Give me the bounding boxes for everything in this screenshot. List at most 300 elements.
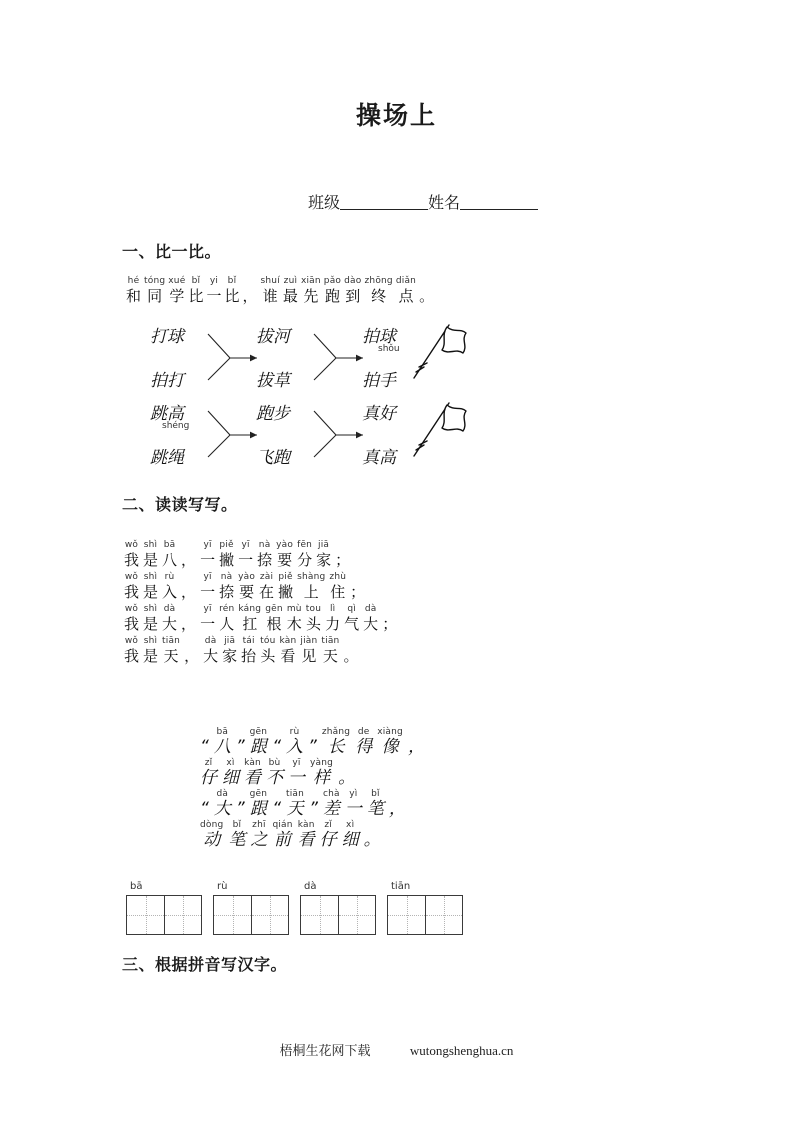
reading-line-1-char [143,540,158,570]
exercise1-prompt-hanzi: 比 [188,287,204,305]
verse-line-3-char [286,789,304,819]
reading-line-1-char [200,540,215,570]
writing-grid-4[interactable] [387,880,463,935]
exercise2-writing-grids[interactable] [126,880,546,935]
reading-line-3-hanzi: 扛 [242,615,258,633]
verse-line-3-char [236,789,245,819]
verse-line-4-hanzi: 之 [250,830,268,850]
verse-line-3-char [200,789,209,819]
verse-line-3-pinyin: bǐ [371,789,380,799]
name-blank[interactable] [460,194,538,210]
exercise1-prompt-pinyin: bǐ [227,276,237,286]
writing-grid-cell[interactable] [251,896,288,934]
exercise1-prompt-pinyin: xué [168,276,186,286]
reading-line-2-hanzi: 上 [303,583,319,601]
reading-line-4-hanzi: 天 [163,647,179,665]
exercise1-prompt-pinyin: zhōng [364,276,393,286]
reading-line-3-pinyin [388,604,391,615]
verse-line-3-hanzi: ， [388,799,406,819]
verse-line-3 [200,789,430,819]
match-word-5-top[interactable]: 跑步 [256,404,290,424]
reading-line-2-pinyin: nà [220,572,233,582]
verse-line-1-hanzi: 长 [327,737,345,757]
reading-line-4-hanzi: 天 [322,647,338,665]
match-pinyin-4: shéng [162,421,190,431]
verse-line-3-hanzi: 一 [344,799,362,819]
exercise1-prompt-char [243,276,258,306]
reading-line-4-pinyin: tóu [260,636,276,646]
verse-line-4-pinyin: zǐ [324,820,332,830]
verse-line-1-char [272,727,281,757]
reading-line-4-pinyin: shì [143,636,158,646]
verse-line-2-pinyin: bù [268,758,281,768]
reading-line-2-hanzi: ， [181,583,197,601]
verse-line-4-char [364,820,381,850]
exercise1-prompt-char [301,276,321,306]
verse-line-3-char [272,789,281,819]
verse-line-4-char [250,820,267,850]
reading-line-2-pinyin: zhù [329,572,347,582]
reading-line-3-char [382,604,397,634]
reading-line-2-hanzi: 是 [143,583,159,601]
reading-line-2-pinyin: shàng [297,572,326,582]
reading-line-4-hanzi: 家 [222,647,238,665]
reading-line-4-pinyin: kàn [279,636,297,646]
verse-line-4-hanzi: 仔 [319,830,337,850]
verse-line-3-hanzi: 天 [286,799,304,819]
page-title: 操场上 [355,101,437,130]
verse-line-1-char [214,727,231,757]
verse-line-2-char [310,758,333,788]
exercise1-prompt-pinyin: zuì [283,276,298,286]
reading-line-3-char [181,604,196,634]
exercise1-prompt-hanzi: 。 [419,287,435,305]
exercise1-matching-diagram[interactable] [150,318,490,468]
writing-grid-cell[interactable] [388,896,425,934]
exercise1-prompt-hanzi: 点 [398,287,414,305]
class-label: 班级 [308,193,341,212]
reading-line-1-char [257,540,272,570]
writing-grid-pinyin-1: bā [130,881,143,892]
reading-line-1-pinyin: yī [241,540,250,550]
reading-line-3-hanzi: 一 [200,615,216,633]
verse-line-2-char [288,758,305,788]
verse-line-1-pinyin: bā [216,727,229,737]
verse-line-1-hanzi: ， [407,737,425,757]
reading-line-3-char [219,604,234,634]
verse-line-3-hanzi: 笔 [366,799,384,819]
reading-line-1-hanzi: 是 [143,551,159,569]
verse-line-1-char [408,727,425,757]
exercise1-prompt-pinyin [248,276,251,287]
verse-line-2-hanzi: 一 [288,768,305,788]
verse-line-2-pinyin: zǐ [204,758,213,768]
verse-line-4-pinyin: qián [272,820,293,830]
verse-line-4-char [320,820,337,850]
writing-grid-1[interactable] [126,880,202,935]
reading-line-2-char [297,572,325,602]
reading-line-1-hanzi: 一 [238,551,254,569]
reading-line-3-hanzi: 力 [325,615,341,633]
reading-line-4-hanzi: 大 [203,647,219,665]
verse-line-4-pinyin: zhī [252,820,266,830]
reading-line-4-pinyin: dà [204,636,217,646]
verse-line-4 [200,820,430,850]
reading-line-3-pinyin: wǒ [124,604,139,614]
verse-line-1-char [377,727,403,757]
reading-line-3-char [265,604,283,634]
exercise1-prompt-hanzi: 先 [303,287,319,305]
writing-grid-boxes-3[interactable] [300,895,376,935]
reading-line-3-pinyin [187,604,190,615]
reading-line-3-char [162,604,177,634]
exercise1-prompt-pinyin: shuí [260,276,280,286]
verse-line-1-char [355,727,372,757]
reading-line-2 [124,572,401,602]
exercise1-prompt-pinyin: pǎo [323,276,342,286]
verse-line-4-hanzi: 细 [341,830,359,850]
exercise1-prompt [126,276,437,306]
verse-line-1-pinyin: rù [289,727,300,737]
reading-line-1-char [316,540,331,570]
reading-line-2-pinyin [187,572,190,583]
reading-line-3-pinyin: tou [305,604,322,614]
writing-grid-boxes-2[interactable] [213,895,289,935]
verse-line-3-char [250,789,268,819]
reading-line-4-char [280,636,297,666]
reading-line-1-hanzi: 一 [200,551,216,569]
verse-line-1-hanzi: 得 [355,737,373,757]
reading-line-2-char [200,572,215,602]
reading-line-2-pinyin: wǒ [124,572,139,582]
reading-line-4-char [184,636,199,666]
class-blank[interactable] [340,194,428,210]
reading-line-2-hanzi: ； [350,583,366,601]
verse-line-2-pinyin: yī [292,758,301,768]
verse-line-4-hanzi: 前 [274,830,292,850]
verse-line-3-hanzi: 差 [322,799,340,819]
exercise1-prompt-char [144,276,165,306]
exercise1-prompt-hanzi: 比 [224,287,240,305]
verse-line-3-pinyin: yì [349,789,358,799]
reading-line-4-char [203,636,218,666]
reading-line-3-pinyin: káng [238,604,262,614]
verse-line-2-char [266,758,283,788]
reading-line-4-char [343,636,358,666]
exercise1-prompt-pinyin: dào [344,276,362,286]
reading-line-4-pinyin: tái [242,636,255,646]
verse-line-1-hanzi: 入 [286,737,303,757]
reading-line-4-char [124,636,139,666]
verse-line-2-hanzi: 细 [222,768,239,788]
match-word-6-bottom[interactable]: 真高 [362,448,396,468]
reading-line-3-hanzi: 我 [124,615,140,633]
reading-line-3-char [306,604,321,634]
verse-line-3-char [345,789,362,819]
writing-grid-cell[interactable] [164,896,201,934]
match-pinyin-3: shǒu [378,344,400,354]
reading-line-3-hanzi: 头 [305,615,321,633]
exercise1-prompt-char [224,276,239,306]
reading-line-3-char [200,604,215,634]
exercise1-prompt-hanzi: 同 [147,287,163,305]
exercise1-prompt-pinyin: hé [127,276,140,286]
reading-line-3-hanzi: 大 [363,615,379,633]
verse-line-4-pinyin: kàn [297,820,315,830]
reading-line-2-hanzi: 我 [124,583,140,601]
reading-line-3 [124,604,401,634]
exercise1-prompt-char [261,276,280,306]
match-word-5-bottom[interactable]: 飞跑 [256,448,290,468]
verse-line-3-hanzi: “ [200,799,209,819]
reading-line-4-pinyin: tiān [321,636,340,646]
verse-line-2-pinyin: yàng [310,758,334,768]
reading-line-1-char [162,540,177,570]
reading-line-1-hanzi: 八 [162,551,178,569]
section-heading-3: 三、根据拼音写汉字。 [122,955,288,974]
verse-line-2 [200,758,430,788]
reading-line-3-hanzi: 根 [266,615,282,633]
reading-line-2-char [350,572,365,602]
verse-line-4-char [228,820,245,850]
verse-line-3-char [323,789,340,819]
reading-line-2-char [219,572,234,602]
verse-line-2-char [222,758,239,788]
exercise1-prompt-pinyin: xiān [300,276,321,286]
reading-line-1-pinyin [341,540,344,551]
verse-line-3-char [389,789,406,819]
exercise1-prompt-hanzi: ， [242,287,258,305]
reading-line-1-char [219,540,234,570]
verse-line-4-pinyin: bǐ [232,820,242,830]
name-label: 姓名 [428,193,461,212]
exercise1-prompt-pinyin: yi [209,276,219,286]
reading-line-2-hanzi: 一 [200,583,216,601]
reading-line-2-pinyin: yī [203,572,212,582]
verse-line-3-hanzi: 大 [213,799,231,819]
writing-grid-cell[interactable] [338,896,375,934]
verse-line-1-hanzi: “ [200,737,209,757]
reading-line-1-hanzi: 撇 [219,551,235,569]
reading-line-2-char [259,572,274,602]
verse-line-3-pinyin: gēn [249,789,268,799]
reading-line-3-hanzi: 是 [143,615,159,633]
verse-line-1-pinyin: de [357,727,370,737]
footer-site-name: 梧桐生花网下载 [279,1044,371,1059]
writing-grid-cell[interactable] [214,896,251,934]
verse-line-1-hanzi: ” [308,737,317,757]
reading-line-1-char [276,540,293,570]
verse-line-1-pinyin: gēn [249,727,268,737]
reading-line-3-pinyin: rén [219,604,235,614]
reading-line-4-hanzi: 头 [260,647,276,665]
reading-line-4-char [260,636,275,666]
reading-line-4-char [222,636,237,666]
verse-line-1-hanzi: 跟 [249,737,267,757]
exercise1-prompt-char [188,276,203,306]
reading-line-3-char [124,604,139,634]
exercise1-prompt-char [396,276,416,306]
reading-line-1-pinyin: fēn [297,540,313,550]
exercise1-prompt-hanzi: 终 [371,287,387,305]
verse-line-4-char [200,820,223,850]
reading-line-2-pinyin: shì [143,572,158,582]
exercise1-prompt-char [344,276,361,306]
reading-line-1-char [181,540,196,570]
reading-line-1-char [124,540,139,570]
section-heading-1: 一、比一比。 [122,242,222,261]
verse-line-2-hanzi: 样 [313,768,331,788]
reading-line-4-pinyin: tiān [162,636,181,646]
reading-line-2-hanzi: 在 [259,583,275,601]
exercise1-prompt-char [126,276,141,306]
reading-line-2-pinyin: piě [278,572,293,582]
verse-line-4-hanzi: 笔 [228,830,246,850]
writing-grid-cell[interactable] [425,896,462,934]
reading-line-4-hanzi: 我 [124,647,140,665]
reading-line-3-hanzi: 大 [162,615,178,633]
reading-line-3-char [325,604,340,634]
exercise1-prompt-hanzi: 最 [282,287,298,305]
exercise1-prompt-hanzi: 跑 [324,287,340,305]
verse-line-1-hanzi: “ [272,737,281,757]
reading-line-4-char [162,636,180,666]
reading-line-1-pinyin: shì [143,540,158,550]
reading-line-2-hanzi: 要 [239,583,255,601]
exercise1-prompt-hanzi: 到 [345,287,361,305]
reading-line-2-pinyin: yào [238,572,256,582]
footer-url: wutongshenghua.cn [409,1043,514,1058]
verse-line-1-char [200,727,209,757]
writing-grid-cell[interactable] [301,896,338,934]
reading-line-1-char [238,540,253,570]
reading-line-3-hanzi: 气 [344,615,360,633]
match-word-3-bottom[interactable]: 拍手 [362,371,396,391]
reading-line-1-pinyin: yào [276,540,294,550]
reading-line-1-char [297,540,312,570]
verse-line-2-char [338,758,355,788]
verse-line-4-pinyin: dòng [200,820,224,830]
reading-line-1-pinyin: wǒ [124,540,139,550]
reading-line-2-pinyin: zài [259,572,274,582]
verse-line-1-pinyin: xiàng [377,727,403,737]
reading-line-3-pinyin: yī [203,604,212,614]
reading-line-4-pinyin: wǒ [124,636,139,646]
verse-line-3-hanzi: ” [235,799,245,819]
writing-grid-boxes-1[interactable] [126,895,202,935]
match-word-1-bottom[interactable]: 拍打 [150,371,184,391]
reading-line-1-hanzi: ； [335,551,351,569]
reading-line-4-hanzi: 看 [280,647,296,665]
match-word-1-top[interactable]: 打球 [150,327,184,347]
exercise1-prompt-pinyin: diǎn [395,276,417,286]
exercise1-prompt-char [206,276,221,306]
verse-line-1-hanzi: 像 [381,737,399,757]
reading-line-1-char [335,540,350,570]
reading-line-3-hanzi: ， [181,615,197,633]
reading-line-2-char [162,572,177,602]
reading-line-2-pinyin: rù [164,572,175,582]
reading-line-1-pinyin: nà [258,540,271,550]
reading-line-3-hanzi: ； [382,615,398,633]
flag-icon [402,400,472,458]
match-word-2-bottom[interactable]: 拔草 [256,371,290,391]
reading-line-4-char [300,636,317,666]
match-word-4-top[interactable]: 跳高 [150,404,184,424]
verse-line-2-pinyin: xì [226,758,235,768]
exercise2-reading-block [124,540,401,668]
reading-line-2-char [181,572,196,602]
exercise1-prompt-char [324,276,341,306]
footer [0,1040,793,1059]
exercise1-prompt-pinyin: bǐ [191,276,201,286]
match-word-3-top[interactable]: 拍球 [362,327,396,347]
reading-line-4-pinyin [190,636,193,647]
verse-line-4-hanzi: 看 [297,830,315,850]
reading-line-4-hanzi: 。 [343,647,359,665]
reading-line-2-char [143,572,158,602]
exercise1-prompt-pinyin: tóng [144,276,166,286]
reading-line-2-hanzi: 住 [330,583,346,601]
reading-line-2-char [329,572,346,602]
verse-line-2-hanzi: 仔 [200,768,217,788]
verse-line-1-char [236,727,245,757]
reading-line-1-hanzi: 我 [124,551,140,569]
reading-line-2-char [124,572,139,602]
reading-line-4-pinyin: jiā [224,636,236,646]
reading-line-3-char [238,604,261,634]
verse-line-2-pinyin: kàn [244,758,261,768]
verse-line-3-char [367,789,384,819]
writing-grid-3[interactable] [300,880,376,935]
match-word-2-top[interactable]: 拔河 [256,327,290,347]
verse-line-4-char [342,820,359,850]
verse-line-2-hanzi: 看 [244,768,261,788]
reading-line-4-pinyin [349,636,352,647]
verse-line-2-hanzi: 不 [266,768,283,788]
exercise2-verse-block [200,727,430,851]
match-word-6-top[interactable]: 真好 [362,404,396,424]
exercise1-prompt-pinyin [425,276,428,287]
exercise1-prompt-hanzi: 学 [169,287,185,305]
reading-line-4-hanzi: ， [184,647,200,665]
reading-line-1-pinyin: jiā [318,540,330,550]
writing-grid-2[interactable] [213,880,289,935]
reading-line-2-char [238,572,255,602]
reading-line-1-hanzi: 捺 [257,551,273,569]
match-word-4-bottom[interactable]: 跳绳 [150,448,184,468]
reading-line-4-char [241,636,256,666]
exercise1-prompt-hanzi: 和 [126,287,142,305]
verse-line-1-char [308,727,317,757]
verse-line-2-hanzi: 。 [338,768,356,788]
writing-grid-boxes-4[interactable] [387,895,463,935]
reading-line-2-hanzi: 捺 [219,583,235,601]
reading-line-3-pinyin: dà [364,604,377,614]
exercise1-prompt-char [419,276,434,306]
writing-grid-pinyin-3: dà [304,881,317,892]
reading-line-3-pinyin: lì [329,604,336,614]
reading-line-1-pinyin [187,540,190,551]
writing-grid-pinyin-4: tiān [391,881,411,892]
verse-line-3-pinyin: dà [216,789,229,799]
reading-line-1-hanzi: ， [181,551,197,569]
reading-line-2-hanzi: 撇 [278,583,294,601]
writing-grid-cell[interactable] [127,896,164,934]
verse-line-1-char [322,727,350,757]
reading-line-1-hanzi: 分 [297,551,313,569]
exercise1-prompt-char [364,276,392,306]
